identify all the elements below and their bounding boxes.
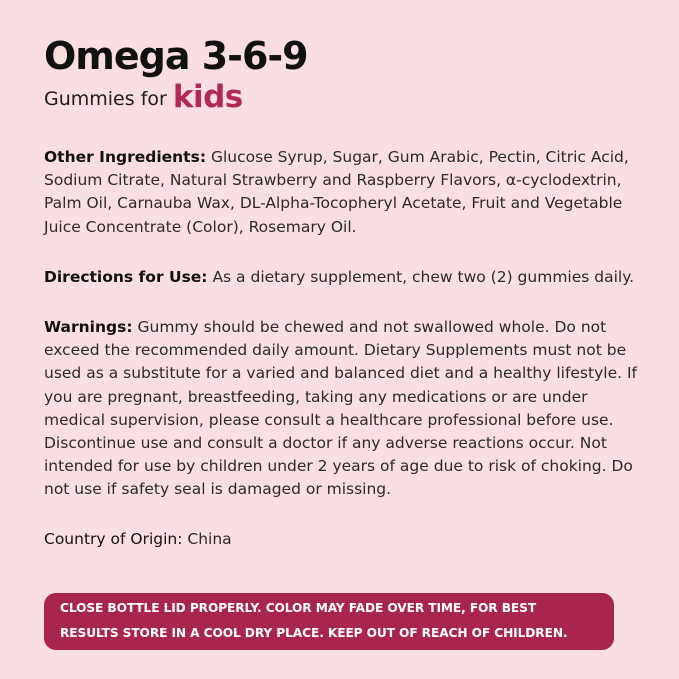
product-title: Omega 3-6-9 — [44, 34, 308, 78]
warnings-text: Gummy should be chewed and not swallowed whole. Do not exceed the recommended daily amount. Dietary Supplements must not be used as a substitute for a varied and balanced diet and a healthy lifestyle. If you are pregnant, breastfeeding, taking any medications or are under medical supervision, please consult a healthcare professional before use. Discontinue use and consult a doctor if any adverse reactions occur. Not intended for use by children under 2 years of age due to risk of choking. Do not use if safety seal is damaged or missing. — [44, 318, 637, 499]
ingredients-section — [44, 146, 644, 239]
directions-text: As a dietary supplement, chew two (2) gummies daily. — [212, 268, 635, 286]
storage-notice-text: CLOSE BOTTLE LID PROPERLY. COLOR MAY FADE OVER TIME, FOR BEST RESULTS STORE IN A COOL DRY PLACE. KEEP OUT OF REACH OF CHILDREN. — [60, 601, 568, 640]
product-subtitle — [44, 78, 243, 118]
warnings-label: Warnings: — [44, 318, 133, 336]
ingredients-label: Other Ingredients: — [44, 148, 207, 166]
origin-text: China — [187, 530, 232, 548]
ingredients-text: Glucose Syrup, Sugar, Gum Arabic, Pectin, Citric Acid, Sodium Citrate, Natural Strawberry and Raspberry Flavors, α-cyclodextrin, Palm Oil, Carnauba Wax, DL-Alpha-Tocopheryl Acetate, Fruit and Vegetable Juice Concentrate (Color), Rosemary Oil. — [44, 148, 629, 236]
origin-section — [44, 528, 644, 551]
subtitle-prefix: Gummies for — [44, 88, 167, 110]
subtitle-highlight: kids — [172, 79, 243, 115]
warnings-section — [44, 316, 644, 502]
origin-label: Country of Origin: — [44, 530, 183, 548]
directions-label: Directions for Use: — [44, 268, 208, 286]
directions-section — [44, 266, 664, 289]
storage-notice-banner — [44, 593, 614, 650]
